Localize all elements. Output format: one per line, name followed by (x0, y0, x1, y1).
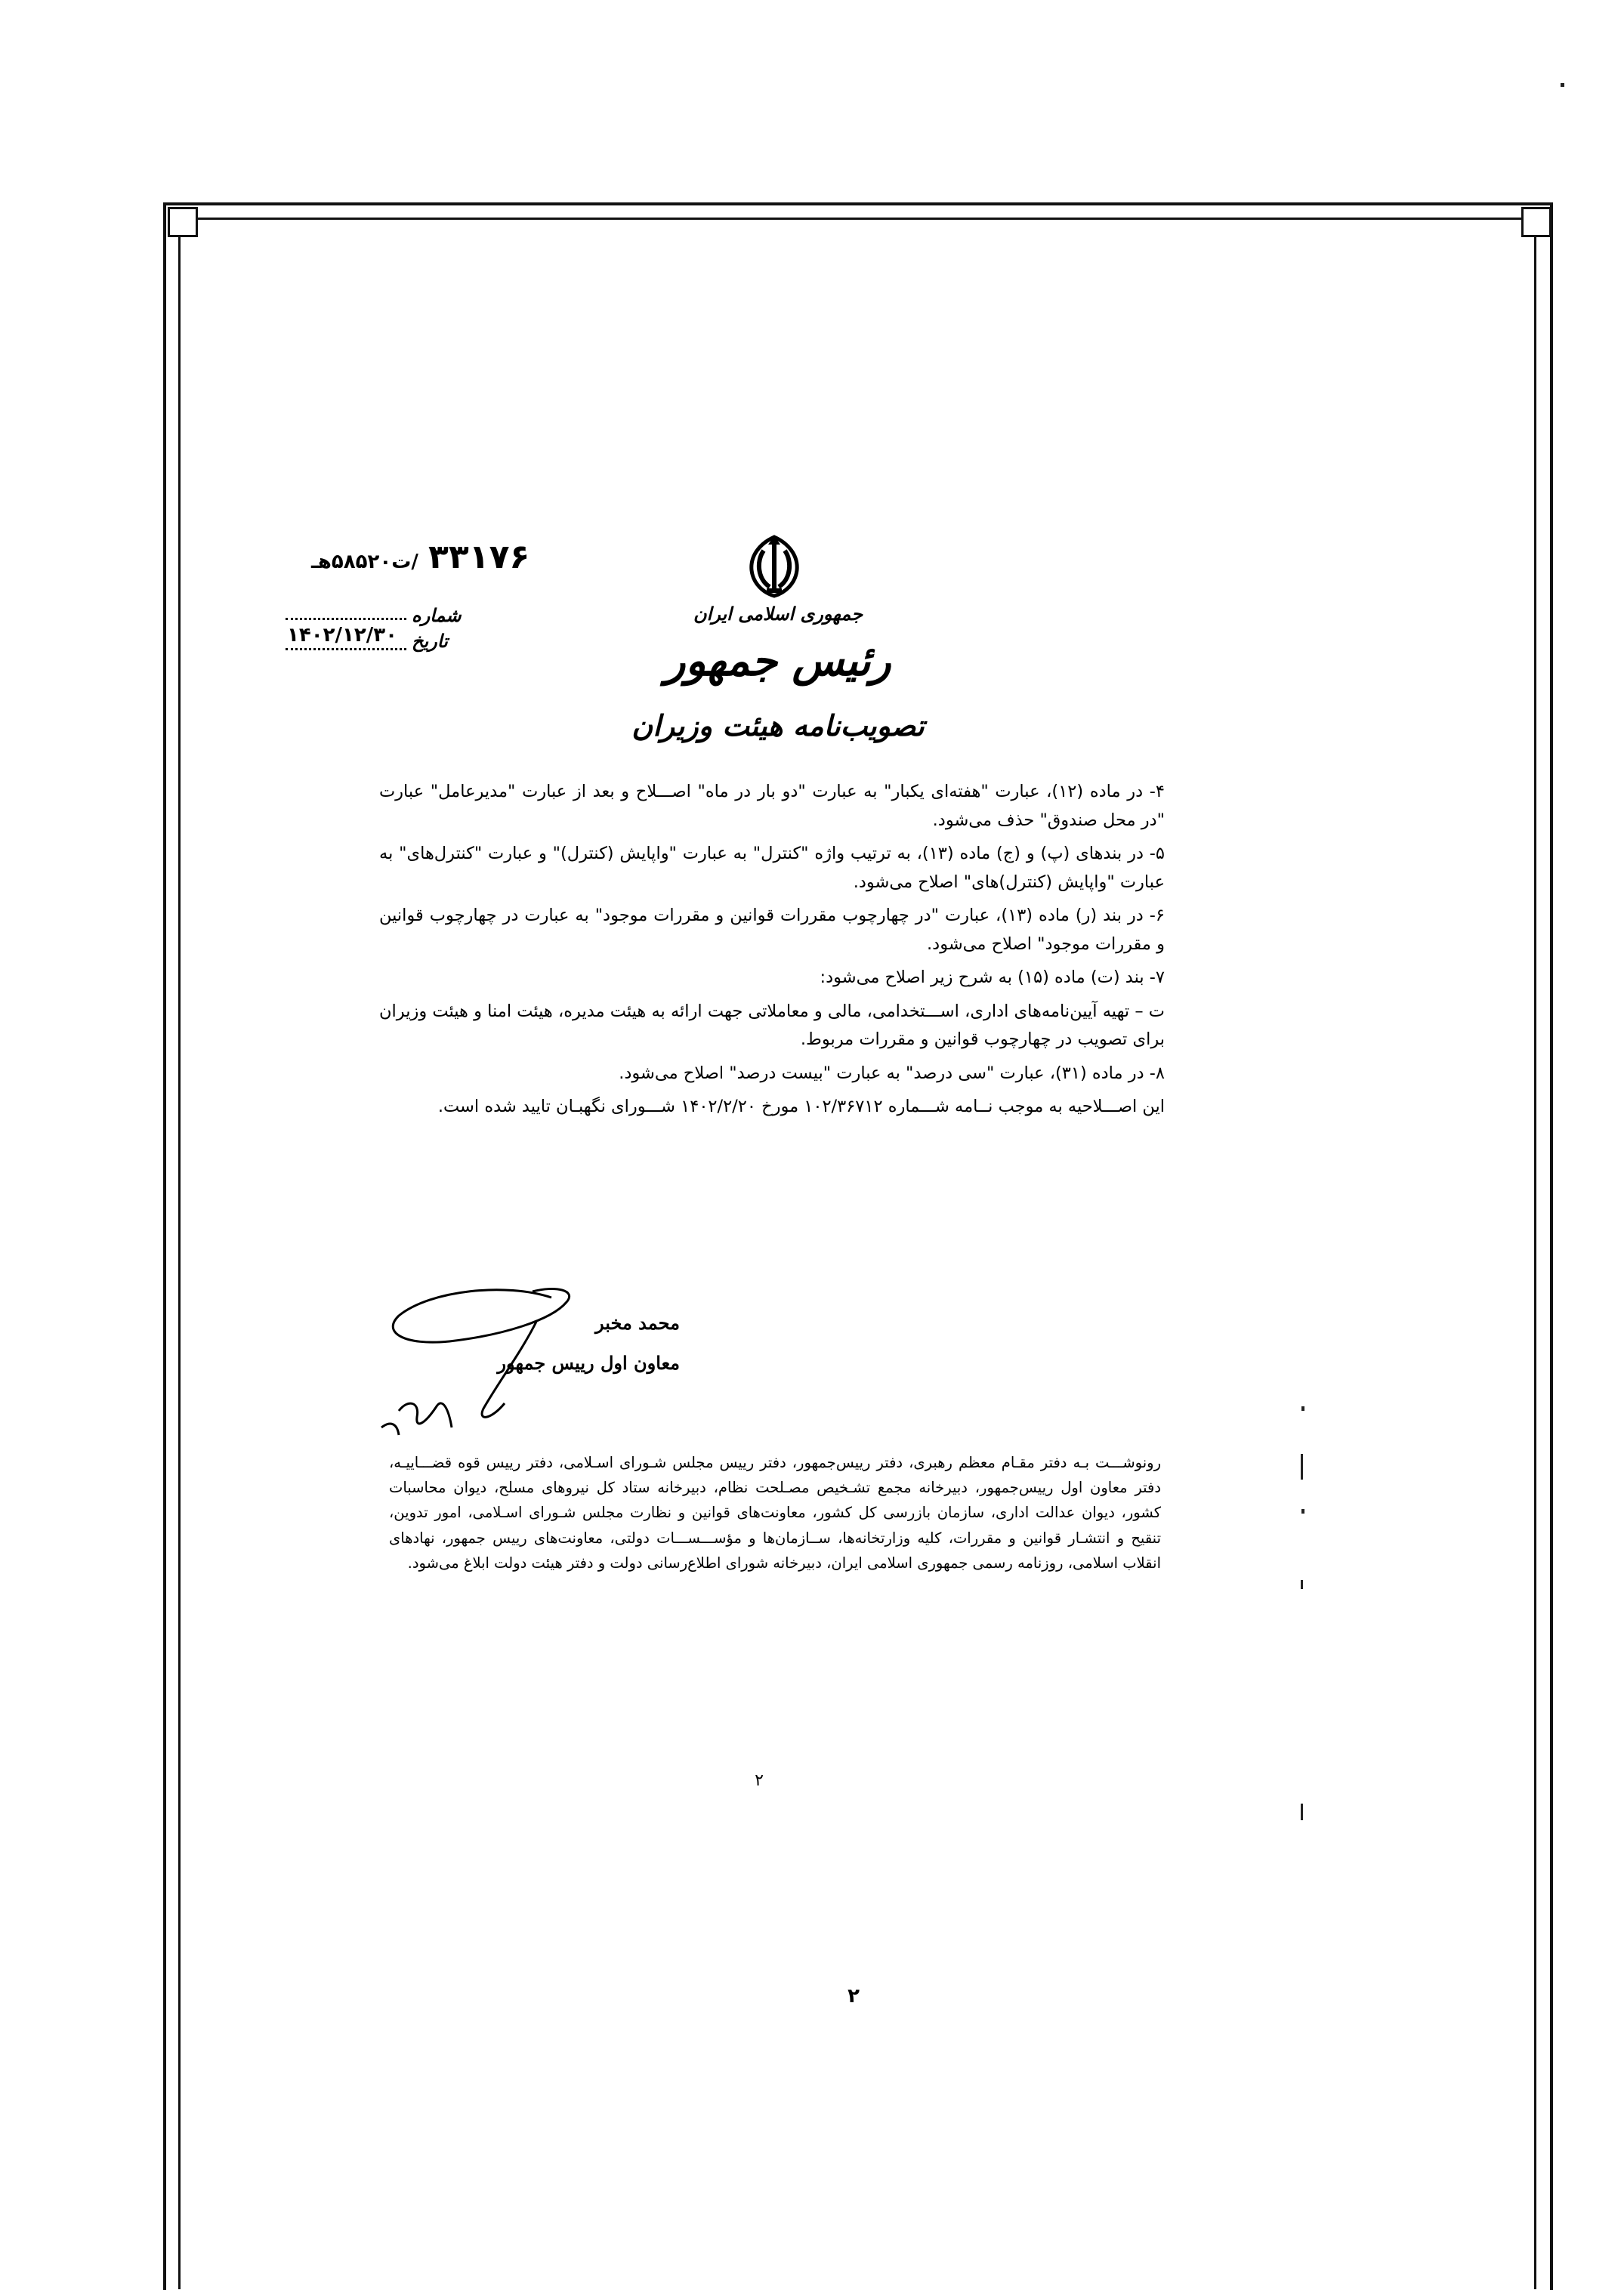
scan-mark (1301, 1454, 1303, 1480)
scan-mark (1561, 83, 1564, 87)
letter-code: /ت۵۸۵۲۰هـ (311, 551, 418, 573)
date-field (286, 648, 406, 650)
letter-reference (311, 538, 529, 576)
body-paragraph: ۷- بند (ت) ماده (۱۵) به شرح زیر اصلاح می‌شود: (820, 968, 1165, 987)
number-field (286, 618, 406, 620)
body-paragraph: ۶- در بند (ر) ماده (۱۳)، عبارت "در چهارچوب مقررات قوانین و مقررات موجود" به عبارت در چهارچوب قوانین و مقررات موجود" اصلاح می‌شود. (379, 906, 1166, 954)
letter-number: ۳۳۱۷۶ (428, 538, 530, 576)
page-number-outer: ۲ (848, 1985, 860, 2008)
letterhead-subtitle: تصویب‌نامه هیئت وزیران (631, 708, 925, 742)
scan-mark (1301, 1580, 1303, 1589)
body-paragraph: این اصـــلاحیه به موجب نــامه شـــماره ۱۰۲/۳۶۷۱۲ مورخ ۱۴۰۲/۲/۲۰ شـــورای نگهبـان تایید شده است. (437, 1097, 1165, 1116)
body-paragraph: ۵- در بندهای (پ) و (ج) ماده (۱۳)، به ترتیب واژه "کنترل" به عبارت "واپایش (کنترل)" و عبارت "کنترل‌های" به عبارت "واپایش (کنترل)‌های" اصلاح می‌شود. (379, 844, 1165, 892)
number-label: شماره (412, 604, 462, 626)
date-label: تاریخ (412, 630, 448, 652)
date-value: ۱۴۰۲/۱۲/۳۰ (287, 624, 397, 647)
body-paragraph: ۸- در ماده (۳۱)، عبارت "سی درصد" به عبارت "بیست درصد" اصلاح می‌شود. (619, 1063, 1165, 1083)
iran-emblem-icon (744, 532, 804, 599)
scan-mark (1301, 1509, 1304, 1514)
letter-body (379, 778, 1165, 1127)
signatory-name: محمد مخبر (594, 1312, 680, 1334)
signatory-title: معاون اول رییس جمهور (497, 1352, 680, 1374)
page-number-inner: ۲ (755, 1771, 764, 1790)
scan-mark (1301, 1804, 1303, 1820)
body-paragraph: ت – تهیه آیین‌نامه‌های اداری، اســـتخدامی، مالی و معاملاتی جهت ارائه به هیئت مدیره، هیئت امنا و هیئت وزیران برای تصویب در چهارچوب قوانین و مقررات مربوط. (379, 1001, 1165, 1049)
scan-mark (1301, 1406, 1304, 1411)
body-paragraph: ۴- در ماده (۱۲)، عبارت "هفته‌ای یکبار" به عبارت "دو بار در ماه" اصـــلاح و بعد از عبارت "مدیرعامل" عبارت "در محل صندوق" حذف می‌شود. (379, 782, 1165, 830)
copies-list: رونوشـــت بـه دفتر مقـام معظم رهبری، دفتر رییس‌جمهور، دفتر رییس مجلس شـوراى اسـلامى، دفتر رییس قوه قضـــاییـه، دفتر معاون اول رییس‌جمهور، دبیرخانه مجمع تشـخیص مصـلحت نظام، دبیرخانه ستاد کل نیروهای مسلح، دیوان محاسبات کشور، دیوان عدالت اداری، سازمان بازرسی کل کشور، معاونت‌های قوانین و نظارت مجلس شـورای اسـلامی، امور تدوین، تنقیح و انتشـار قوانین و مقررات، کلیه وزارتخانه‌ها، ســازمان‌ها و مؤســـســـات دولتی، معاونت‌های رییس جمهور، نهادهای انقلاب اسلامی، روزنامه رسمی جمهوری اسلامی ایران، دبیرخانه شورای اطلاع‌رسانی دولت و دفتر هیئت دولت ابلاغ می‌شود. (389, 1454, 1161, 1572)
letterhead-country: جمهوری اسلامی ایران (693, 603, 863, 625)
letterhead-office: رئیس جمهور (665, 636, 891, 686)
border-corner-top-right (1521, 207, 1551, 237)
border-corner-top-left (168, 207, 198, 237)
page-border-inner (178, 218, 1536, 2289)
